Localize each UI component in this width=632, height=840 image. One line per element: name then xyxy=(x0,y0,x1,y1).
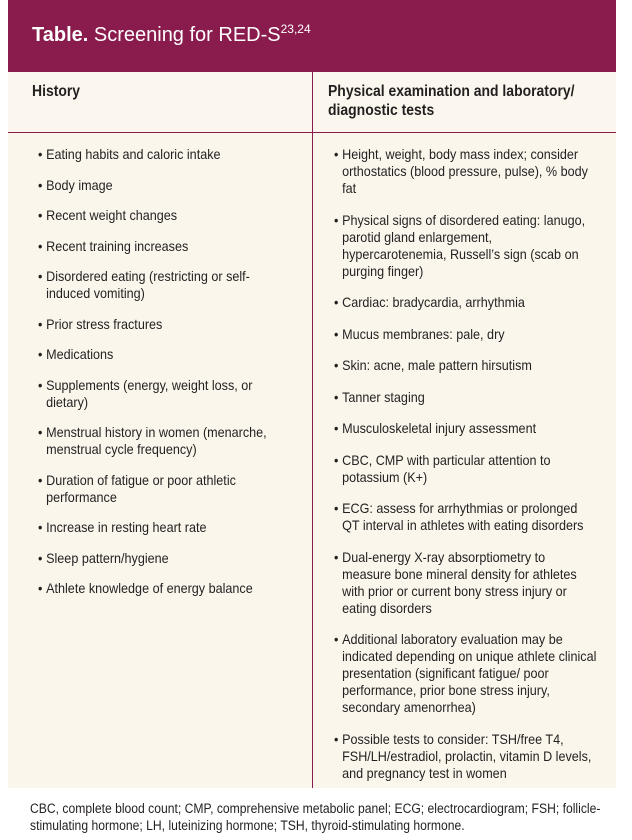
table-title xyxy=(32,23,311,47)
table-footnote: CBC, complete blood count; CMP, comprehensive metabolic panel; ECG; electrocardiogram; FSH; follicle-stimulating hormone; LH, luteinizing hormone; TSH, thyroid-stimulating hormone. xyxy=(30,801,601,833)
list-item: • Sleep pattern/hygiene xyxy=(38,550,292,567)
exam-column-header: Physical examination and laboratory/ diagnostic tests xyxy=(328,83,575,119)
list-item: • Increase in resting heart rate xyxy=(38,519,292,536)
exam-list xyxy=(334,146,597,796)
list-item: • Height, weight, body mass index; consider orthostatics (blood pressure, pulse), % body fat xyxy=(334,146,597,197)
history-list xyxy=(38,146,292,611)
list-item: • Body image xyxy=(38,177,292,194)
list-item: • Possible tests to consider: TSH/free T4, FSH/LH/estradiol, prolactin, vitamin D levels, and pregnancy test in women xyxy=(334,731,597,782)
list-item: • Recent training increases xyxy=(38,238,292,255)
list-item: • CBC, CMP with particular attention to potassium (K+) xyxy=(334,452,597,486)
list-item: • Supplements (energy, weight loss, or dietary) xyxy=(38,377,292,411)
list-item: • Duration of fatigue or poor athletic performance xyxy=(38,472,292,506)
table-label: Table. xyxy=(32,24,89,46)
list-item: • Musculoskeletal injury assessment xyxy=(334,420,597,437)
list-item: • Disordered eating (restricting or self-induced vomiting) xyxy=(38,268,292,302)
list-item: • Dual-energy X-ray absorptiometry to measure bone mineral density for athletes with prior or current bony stress injury or eating disorders xyxy=(334,549,597,617)
table-title-text: Screening for RED-S xyxy=(93,24,281,46)
list-item: • Medications xyxy=(38,346,292,363)
history-column-header: History xyxy=(32,83,81,100)
list-item: • Athlete knowledge of energy balance xyxy=(38,580,292,597)
table-title-bar xyxy=(8,0,616,72)
list-item: • ECG: assess for arrhythmias or prolonged QT interval in athletes with eating disorders xyxy=(334,500,597,534)
list-item: • Recent weight changes xyxy=(38,207,292,224)
list-item: • Menstrual history in women (menarche, menstrual cycle frequency) xyxy=(38,424,292,458)
list-item: • Mucus membranes: pale, dry xyxy=(334,326,597,343)
table-title-refs: 23,24 xyxy=(280,22,311,36)
list-item: • Skin: acne, male pattern hirsutism xyxy=(334,357,597,374)
list-item: • Prior stress fractures xyxy=(38,316,292,333)
column-divider xyxy=(312,72,313,788)
list-item: • Tanner staging xyxy=(334,389,597,406)
list-item: • Cardiac: bradycardia, arrhythmia xyxy=(334,294,597,311)
list-item: • Eating habits and caloric intake xyxy=(38,146,292,163)
list-item: • Additional laboratory evaluation may be indicated depending on unique athlete clinical presentation (significant fatigue/ poor performance, prior bone stress injury, secondary amenorrhea) xyxy=(334,631,597,716)
list-item: • Physical signs of disordered eating: lanugo, parotid gland enlargement, hypercarotenemia, Russell’s sign (scab on purging finger) xyxy=(334,212,597,280)
